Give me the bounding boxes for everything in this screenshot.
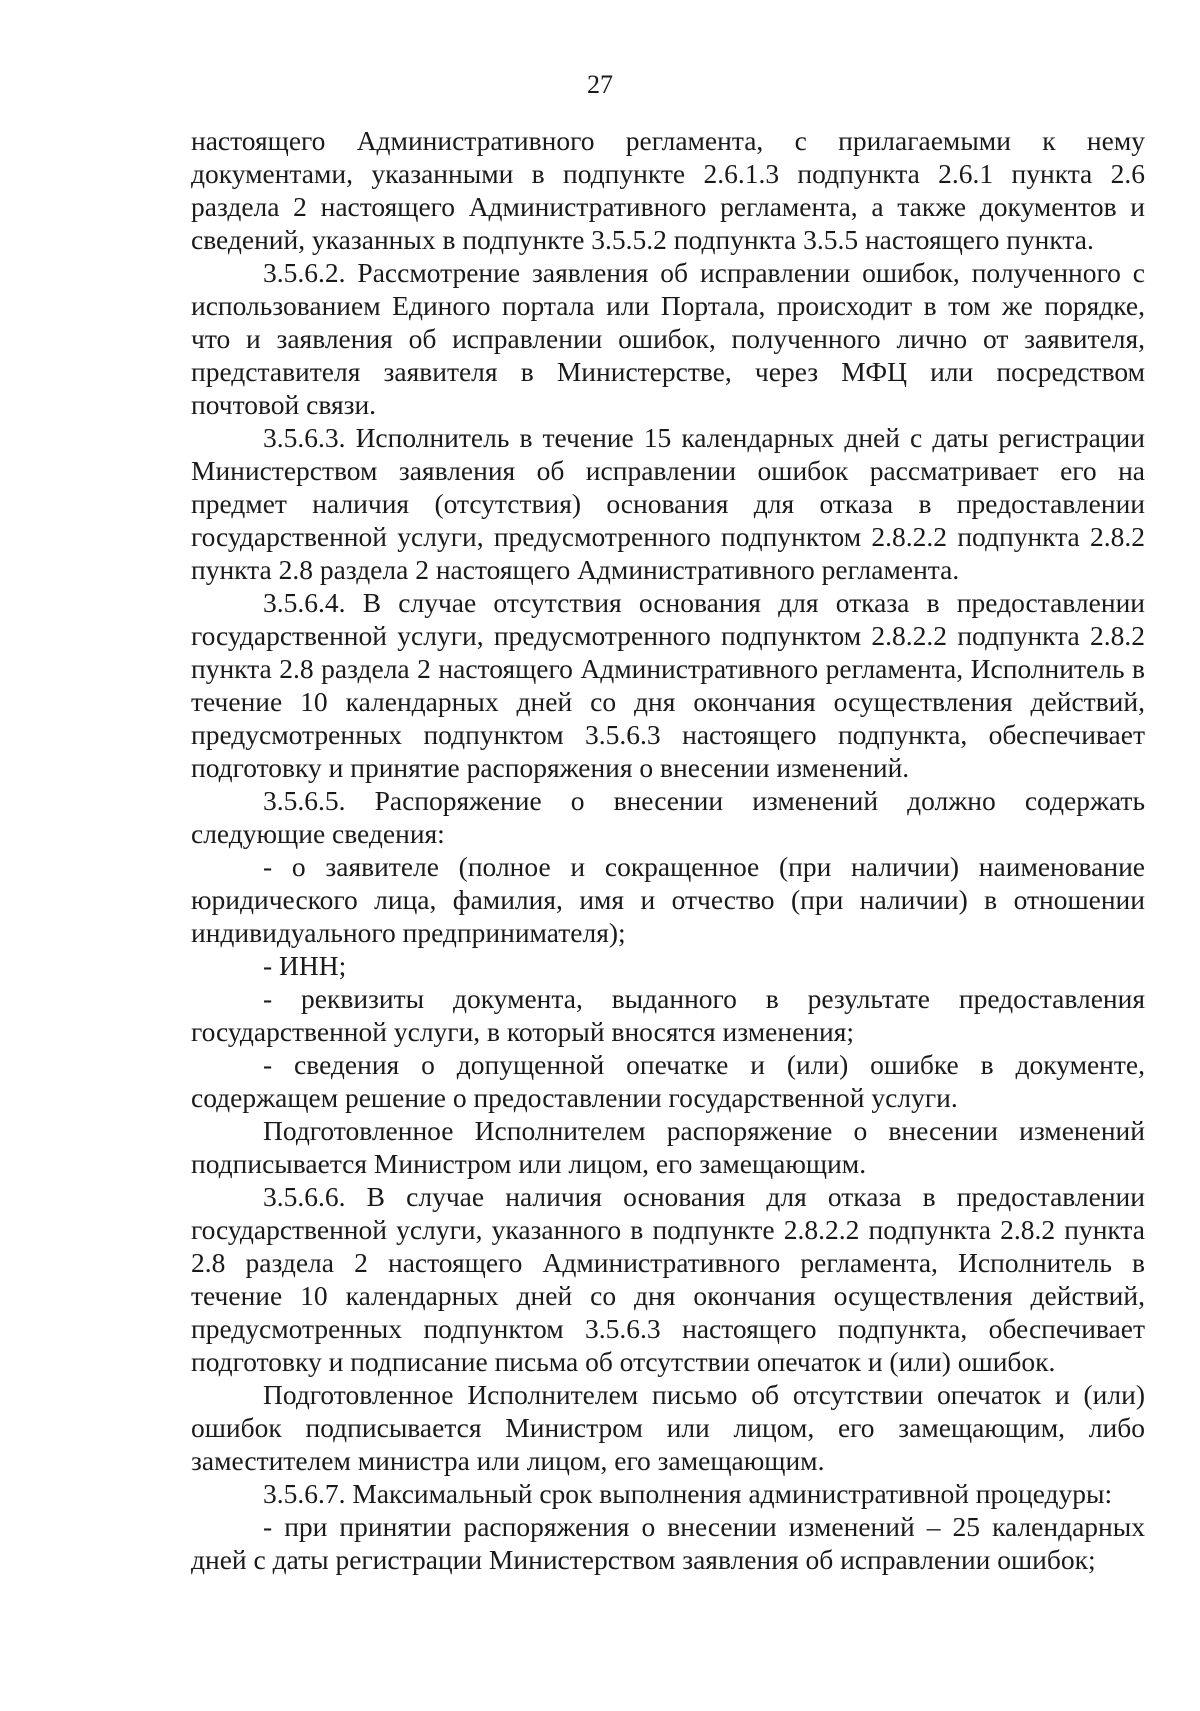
paragraph-3-5-6-6: 3.5.6.6. В случае наличия основания для отказа в предоставлении государственной услуги, указанного в подпункте 2.8.2.2 подпункта 2.8.2 пункта 2.8 раздела 2 настоящего Административного регламента, Исполнитель в течение 10 календарных дней со дня окончания осуществления действий, предусмотренных подпунктом 3.5.6.3 настоящего подпункта, обеспечивает подготовку и подписание письма об отсутствии опечаток и (или) ошибок. — [191, 1181, 1145, 1377]
list-item-max-term: - при принятии распоряжения о внесении изменений – 25 календарных дней с даты регистрации Министерством заявления об исправлении ошибок; — [191, 1511, 1145, 1575]
paragraph-order-signing: Подготовленное Исполнителем распоряжение о внесении изменений подписывается Министром или лицом, его замещающим. — [191, 1115, 1145, 1179]
list-item-document-details: - реквизиты документа, выданного в результате предоставления государственной услуги, в который вносятся изменения; — [191, 983, 1145, 1047]
paragraph-3-5-6-5: 3.5.6.5. Распоряжение о внесении изменений должно содержать следующие сведения: — [191, 785, 1145, 849]
paragraph-3-5-6-2: 3.5.6.2. Рассмотрение заявления об исправлении ошибок, полученного с использованием Единого портала или Портала, происходит в том же порядке, что и заявления об исправлении ошибок, полученного лично от заявителя, представителя заявителя в Министерстве, через МФЦ или посредством почтовой связи. — [191, 257, 1145, 420]
paragraph-continuation: настоящего Административного регламента, с прилагаемыми к нему документами, указанными в подпункте 2.6.1.3 подпункта 2.6.1 пункта 2.6 раздела 2 настоящего Административного регламента, а также документов и сведений, указанных в подпункте 3.5.5.2 подпункта 3.5.5 настоящего пункта. — [191, 125, 1145, 255]
list-item-applicant: - о заявителе (полное и сокращенное (при наличии) наименование юридического лица, фамилия, имя и отчество (при наличии) в отношении индивидуального предпринимателя); — [191, 851, 1145, 948]
paragraph-3-5-6-7: 3.5.6.7. Максимальный срок выполнения административной процедуры: — [263, 1478, 1113, 1509]
list-item-inn: - ИНН; — [263, 950, 347, 981]
document-body — [191, 124, 1145, 1576]
page-number: 27 — [587, 70, 613, 99]
list-item-error-info: - сведения о допущенной опечатке и (или) ошибке в документе, содержащем решение о предоставлении государственной услуги. — [191, 1049, 1145, 1113]
paragraph-letter-signing: Подготовленное Исполнителем письмо об отсутствии опечаток и (или) ошибок подписывается Министром или лицом, его замещающим, либо заместителем министра или лицом, его замещающим. — [191, 1379, 1145, 1476]
paragraph-3-5-6-4: 3.5.6.4. В случае отсутствия основания для отказа в предоставлении государственной услуги, предусмотренного подпунктом 2.8.2.2 подпункта 2.8.2 пункта 2.8 раздела 2 настоящего Административного регламента, Исполнитель в течение 10 календарных дней со дня окончания осуществления действий, предусмотренных подпунктом 3.5.6.3 настоящего подпункта, обеспечивает подготовку и принятие распоряжения о внесении изменений. — [191, 587, 1145, 783]
paragraph-3-5-6-3: 3.5.6.3. Исполнитель в течение 15 календарных дней с даты регистрации Министерством заявления об исправлении ошибок рассматривает его на предмет наличия (отсутствия) основания для отказа в предоставлении государственной услуги, предусмотренного подпунктом 2.8.2.2 подпункта 2.8.2 пункта 2.8 раздела 2 настоящего Административного регламента. — [191, 422, 1145, 585]
